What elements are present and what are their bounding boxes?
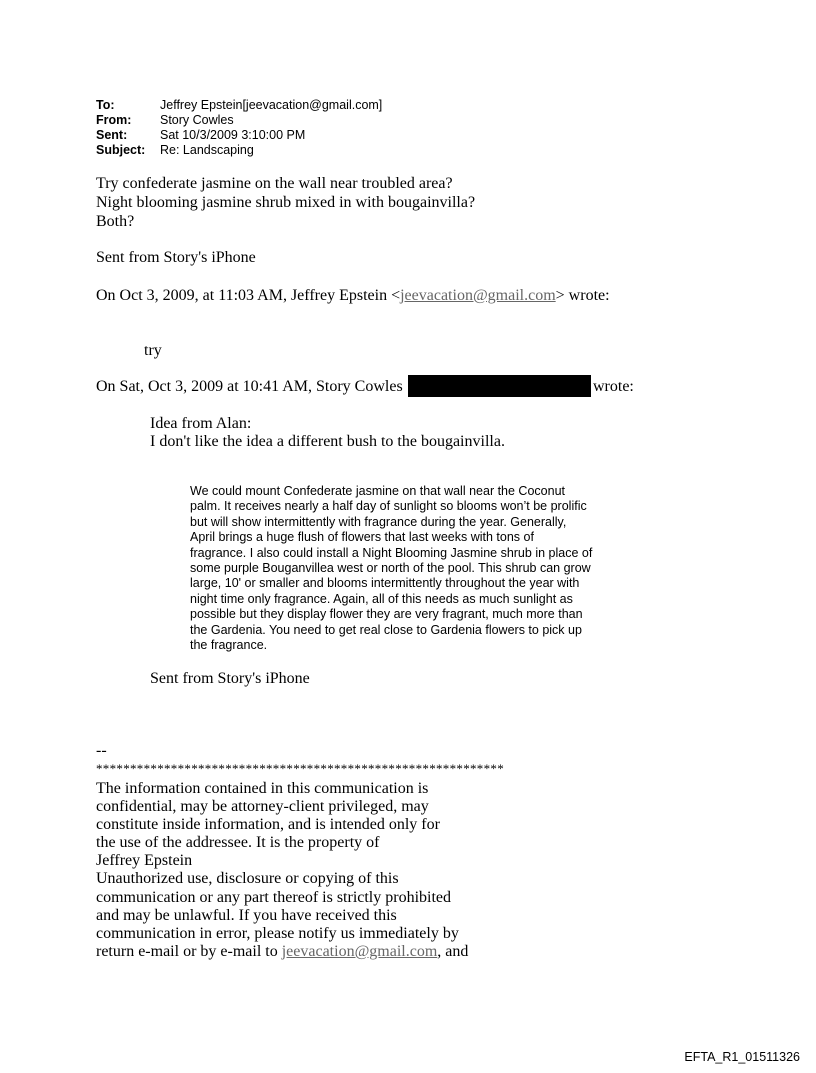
disclaimer-line: the use of the addressee. It is the property of	[96, 834, 380, 852]
redaction-box	[408, 375, 591, 397]
quote-attribution-suffix: > wrote:	[555, 287, 610, 304]
disclaimer-line: and may be unlawful. If you have received this	[96, 906, 397, 924]
disclaimer-line: communication in error, please notify us immediately by	[96, 924, 459, 942]
sent-label: Sent:	[96, 128, 128, 142]
inner-quote-line: palm. It receives nearly a half day of sunlight so blooms won’t be prolific	[190, 499, 587, 514]
inner-quote-paragraph	[190, 484, 650, 653]
inner-quote-line: night time only fragrance. Again, all of this needs as much sunlight as	[190, 591, 573, 606]
disclaimer-line: The information contained in this communication is	[96, 780, 429, 797]
body-line: Try confederate jasmine on the wall near troubled area?	[96, 175, 453, 192]
email-link[interactable]: jeevacation@gmail.com	[400, 287, 556, 304]
quote-attribution-2: On Sat, Oct 3, 2009 at 10:41 AM, Story Cowles	[96, 378, 403, 395]
inner-quote-line: the Gardenia. You need to get real close to Gardenia flowers to pick up	[190, 622, 582, 637]
disclaimer-line: constitute inside information, and is intended only for	[96, 816, 440, 834]
body-line: Night blooming jasmine shrub mixed in with bougainvilla?	[96, 194, 476, 211]
subject-label: Subject:	[96, 143, 146, 157]
from-value: Story Cowles	[160, 113, 234, 127]
email-header	[0, 97, 816, 163]
to-value: Jeffrey Epstein[jeevacation@gmail.com]	[160, 98, 383, 112]
subject-value: Re: Landscaping	[160, 143, 254, 157]
disclaimer-line: Jeffrey Epstein	[96, 852, 193, 870]
body-line: Both?	[96, 213, 135, 230]
inner-quote-line: fragrance. I also could install a Night Blooming Jasmine shrub in place of	[190, 545, 593, 560]
quote-attribution-2-suffix: wrote:	[593, 378, 634, 395]
disclaimer-line: Unauthorized use, disclosure or copying of this	[96, 870, 399, 888]
inner-quote-line: April brings a huge flush of flowers that last weeks with tons of	[190, 530, 534, 545]
quoted-line: I don't like the idea a different bush to the bougainvilla.	[150, 433, 505, 450]
inner-quote-line: but will show intermittently with fragrance during the year. Generally,	[190, 514, 567, 529]
disclaimer-line-last	[96, 943, 516, 961]
quoted-line: Idea from Alan:	[150, 415, 252, 432]
inner-quote-line: some purple Bouganvillea west or north of the pool. This shrub can grow	[190, 561, 591, 576]
from-label: From:	[96, 113, 132, 127]
quote-attribution	[96, 286, 610, 305]
disclaimer-line: communication or any part thereof is strictly prohibited	[96, 888, 452, 906]
inner-quote-line: We could mount Confederate jasmine on that wall near the Coconut	[190, 484, 565, 498]
inner-quote-line: the fragrance.	[190, 638, 268, 653]
email-link[interactable]: jeevacation@gmail.com	[281, 942, 438, 960]
disclaimer-block	[96, 780, 516, 961]
disclaimer-last-suffix: , and	[437, 942, 469, 960]
document-id: EFTA_R1_01511326	[684, 1050, 800, 1064]
inner-quote-line: possible but they display flower they are very fragrant, much more than	[190, 607, 583, 622]
disclaimer-line: confidential, may be attorney-client privileged, may	[96, 798, 429, 816]
disclaimer-last-prefix: return e-mail or by e-mail to	[96, 942, 282, 960]
inner-quote-line: large, 10' or smaller and blooms intermittently throughout the year with	[190, 576, 580, 591]
quote-attribution-prefix: On Oct 3, 2009, at 11:03 AM, Jeffrey Epstein <	[96, 287, 401, 304]
signature: Sent from Story's iPhone	[150, 670, 310, 687]
separator-dashes: --	[96, 742, 107, 759]
to-label: To:	[96, 98, 115, 112]
reply-text: try	[144, 342, 162, 359]
sent-value: Sat 10/3/2009 3:10:00 PM	[160, 128, 306, 142]
signature: Sent from Story's iPhone	[96, 249, 256, 266]
separator-stars: ************************************************************	[96, 761, 504, 776]
